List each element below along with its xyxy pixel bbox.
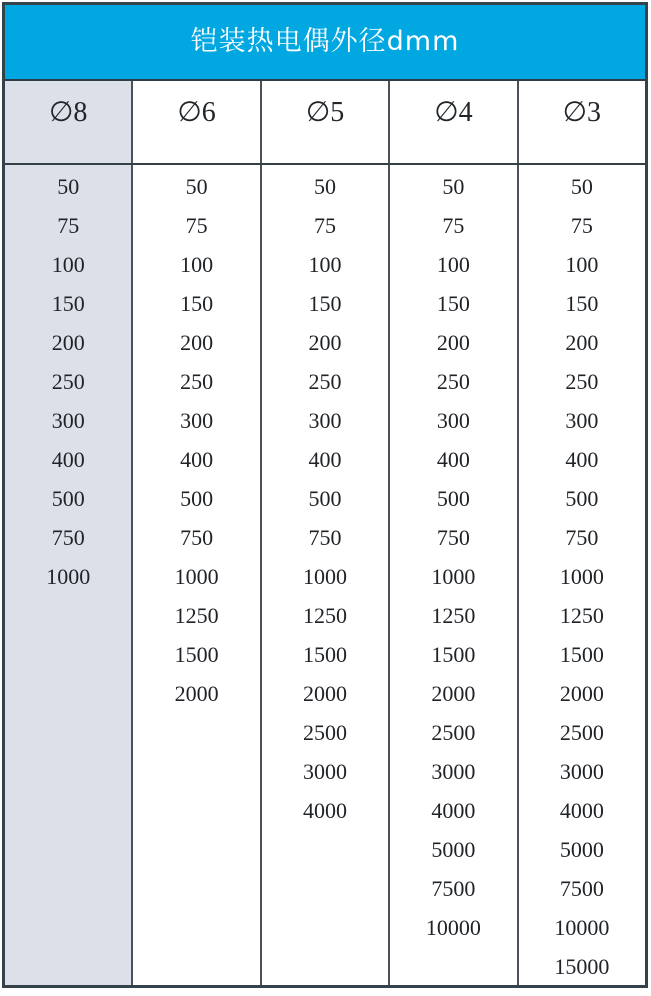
- length-value: 150: [308, 291, 342, 316]
- length-value: 300: [565, 408, 599, 433]
- length-value: 50: [57, 174, 80, 199]
- length-value: 100: [565, 252, 599, 277]
- length-value: 3000: [431, 759, 476, 784]
- length-value: 75: [570, 213, 593, 238]
- length-value: 2500: [431, 720, 476, 745]
- length-value: 400: [51, 447, 85, 472]
- column-d8: [5, 165, 133, 985]
- length-value: 750: [308, 525, 342, 550]
- length-value: 1000: [559, 564, 604, 589]
- length-value: 1250: [559, 603, 604, 628]
- length-value: 150: [436, 291, 470, 316]
- length-value: 150: [180, 291, 214, 316]
- length-value: 250: [180, 369, 214, 394]
- length-value: 750: [180, 525, 214, 550]
- length-value: 50: [185, 174, 208, 199]
- column-d3: [519, 165, 645, 985]
- length-value: 200: [308, 330, 342, 355]
- length-value: 200: [51, 330, 85, 355]
- table-header-row: [5, 81, 645, 165]
- length-value: 1250: [174, 603, 219, 628]
- length-value: 150: [51, 291, 85, 316]
- length-value: 500: [565, 486, 599, 511]
- length-value: 250: [51, 369, 85, 394]
- column-header-d5: ∅5: [262, 81, 390, 163]
- length-value: 200: [565, 330, 599, 355]
- length-value: 1250: [431, 603, 476, 628]
- length-value: 1000: [303, 564, 348, 589]
- length-value: 2500: [559, 720, 604, 745]
- table-title: 铠装热电偶外径dmm: [190, 26, 460, 57]
- length-value: 750: [436, 525, 470, 550]
- length-value: 50: [442, 174, 465, 199]
- length-value: 750: [51, 525, 85, 550]
- length-value: 1000: [46, 564, 91, 589]
- length-value: 250: [436, 369, 470, 394]
- length-value: 400: [308, 447, 342, 472]
- length-value: 2000: [174, 681, 219, 706]
- length-value: 500: [436, 486, 470, 511]
- length-value: 3000: [559, 759, 604, 784]
- length-value: 250: [308, 369, 342, 394]
- length-value: 300: [308, 408, 342, 433]
- length-value: 15000: [554, 954, 610, 979]
- length-value: 1500: [559, 642, 604, 667]
- length-value: 1500: [303, 642, 348, 667]
- length-value: 250: [565, 369, 599, 394]
- length-value: 100: [308, 252, 342, 277]
- length-value: 1500: [174, 642, 219, 667]
- length-value: 2000: [431, 681, 476, 706]
- length-value: 4000: [559, 798, 604, 823]
- length-value: 200: [436, 330, 470, 355]
- length-value: 1500: [431, 642, 476, 667]
- length-value: 300: [436, 408, 470, 433]
- length-value: 100: [51, 252, 85, 277]
- length-value: 4000: [303, 798, 348, 823]
- length-value: 75: [57, 213, 80, 238]
- length-value: 5000: [431, 837, 476, 862]
- length-value: 1000: [431, 564, 476, 589]
- column-d4: [390, 165, 518, 985]
- length-value: 750: [565, 525, 599, 550]
- length-value: 200: [180, 330, 214, 355]
- length-value: 2000: [303, 681, 348, 706]
- length-value: 10000: [425, 915, 481, 940]
- length-value: 500: [180, 486, 214, 511]
- length-value: 2000: [559, 681, 604, 706]
- length-value: 10000: [554, 915, 610, 940]
- length-value: 75: [314, 213, 337, 238]
- length-value: 7500: [431, 876, 476, 901]
- length-value: 500: [51, 486, 85, 511]
- thermocouple-diameter-table: [2, 2, 648, 988]
- length-value: 300: [51, 408, 85, 433]
- length-value: 50: [314, 174, 337, 199]
- length-value: 300: [180, 408, 214, 433]
- column-header-d4: ∅4: [390, 81, 518, 163]
- length-value: 75: [442, 213, 465, 238]
- length-value: 5000: [559, 837, 604, 862]
- length-value: 1000: [174, 564, 219, 589]
- length-value: 3000: [303, 759, 348, 784]
- length-value: 100: [436, 252, 470, 277]
- length-value: 4000: [431, 798, 476, 823]
- length-value: 50: [570, 174, 593, 199]
- column-header-d8: ∅8: [5, 81, 133, 163]
- column-header-d6: ∅6: [133, 81, 261, 163]
- length-value: 2500: [303, 720, 348, 745]
- length-value: 400: [436, 447, 470, 472]
- length-value: 75: [185, 213, 208, 238]
- length-value: 1250: [303, 603, 348, 628]
- length-value: 100: [180, 252, 214, 277]
- length-value: 150: [565, 291, 599, 316]
- column-d6: [133, 165, 261, 985]
- column-d5: [262, 165, 390, 985]
- length-value: 500: [308, 486, 342, 511]
- table-body: [5, 165, 645, 985]
- table-title-bar: [5, 5, 645, 81]
- length-value: 7500: [559, 876, 604, 901]
- length-value: 400: [180, 447, 214, 472]
- column-header-d3: ∅3: [519, 81, 645, 163]
- length-value: 400: [565, 447, 599, 472]
